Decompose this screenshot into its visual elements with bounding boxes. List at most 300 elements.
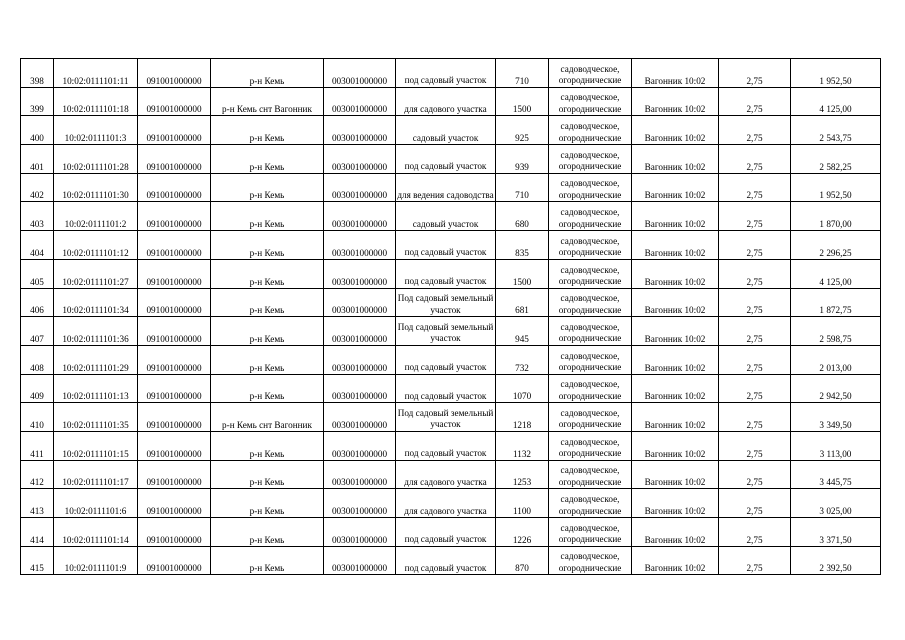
- okato-cell: [138, 431, 211, 460]
- row-number-cell: [21, 145, 54, 174]
- row-number-cell: [21, 403, 54, 432]
- address-cell: [211, 145, 324, 174]
- cell-text-n: 414: [30, 534, 44, 545]
- cell-text-cad: 10:02:0111101:3: [64, 133, 127, 144]
- zone-cell: [632, 374, 719, 403]
- cadastral-value-cell: [791, 202, 881, 231]
- cell-text-n: 407: [30, 333, 44, 344]
- area-cell: [496, 518, 549, 547]
- cell-text-use: садоводческое, огороднические: [558, 321, 622, 344]
- table-row: [21, 202, 881, 231]
- cell-text-addr: р-н Кемь: [249, 305, 285, 316]
- category-code-cell: [324, 374, 396, 403]
- cell-text-cad: 10:02:0111101:36: [62, 333, 129, 344]
- row-number-cell: [21, 345, 54, 374]
- cell-text-value: 1 952,50: [819, 75, 852, 86]
- cell-text-coef: 2,75: [746, 362, 763, 373]
- cell-text-addr: р-н Кемь: [249, 75, 285, 86]
- address-cell: [211, 288, 324, 317]
- category-code-cell: [324, 288, 396, 317]
- cell-text-cad: 10:02:0111101:12: [62, 247, 129, 258]
- cell-text-zone: Вагонник 10:02: [644, 276, 706, 287]
- table-row: [21, 259, 881, 288]
- cadastral-value-cell: [791, 431, 881, 460]
- cell-text-area: 835: [515, 247, 529, 258]
- address-cell: [211, 202, 324, 231]
- cadastral-value-cell: [791, 87, 881, 116]
- cell-text-value: 2 296,25: [819, 247, 852, 258]
- cell-text-use: садоводческое, огороднические: [558, 264, 622, 286]
- cell-text-code: 003001000000: [331, 190, 388, 201]
- cell-text-value: 3 371,50: [819, 534, 852, 545]
- cell-text-code: 003001000000: [331, 161, 388, 172]
- zone-cell: [632, 231, 719, 260]
- zone-cell: [632, 345, 719, 374]
- row-number-cell: [21, 231, 54, 260]
- area-cell: [496, 431, 549, 460]
- category-code-cell: [324, 202, 396, 231]
- cadastral-value-cell: [791, 489, 881, 518]
- cell-text-cad: 10:02:0111101:14: [62, 534, 129, 545]
- cell-text-use: садоводческое, огороднические: [558, 551, 622, 573]
- zone-cell: [632, 202, 719, 231]
- cell-text-code: 003001000000: [331, 75, 388, 86]
- okato-cell: [138, 202, 211, 231]
- coefficient-cell: [719, 259, 791, 288]
- cell-text-code: 003001000000: [331, 247, 388, 258]
- cell-text-use: садоводческое, огороднические: [558, 92, 622, 114]
- table-row: [21, 374, 881, 403]
- cell-text-coef: 2,75: [746, 391, 763, 402]
- cell-text-area: 680: [515, 219, 529, 230]
- cell-text-area: 1253: [512, 477, 532, 488]
- cell-text-cad: 10:02:0111101:30: [62, 190, 129, 201]
- cadastral-value-cell: [791, 374, 881, 403]
- cadastral-number-cell: [54, 489, 138, 518]
- zone-cell: [632, 403, 719, 432]
- table-row: [21, 231, 881, 260]
- address-cell: [211, 489, 324, 518]
- land-use-cell: [549, 202, 632, 231]
- cadastral-number-cell: [54, 202, 138, 231]
- address-cell: [211, 460, 324, 489]
- cadastral-value-cell: [791, 546, 881, 575]
- cell-text-addr: р-н Кемь: [249, 190, 285, 201]
- cell-text-value: 3 445,75: [819, 477, 852, 488]
- area-cell: [496, 202, 549, 231]
- cell-text-zone: Вагонник 10:02: [644, 448, 706, 459]
- address-cell: [211, 231, 324, 260]
- zone-cell: [632, 173, 719, 202]
- address-cell: [211, 259, 324, 288]
- cell-text-purpose: для садового участка: [404, 476, 487, 487]
- cell-text-area: 681: [515, 305, 529, 316]
- cell-text-zone: Вагонник 10:02: [644, 506, 706, 516]
- row-number-cell: [21, 460, 54, 489]
- cell-text-zone: Вагонник 10:02: [644, 391, 706, 402]
- cadastral-number-cell: [54, 259, 138, 288]
- area-cell: [496, 345, 549, 374]
- cadastral-number-cell: [54, 345, 138, 374]
- purpose-cell: [396, 202, 496, 231]
- category-code-cell: [324, 259, 396, 288]
- purpose-cell: [396, 173, 496, 202]
- okato-cell: [138, 288, 211, 317]
- land-use-cell: [549, 518, 632, 547]
- okato-cell: [138, 173, 211, 202]
- address-cell: [211, 345, 324, 374]
- address-cell: [211, 431, 324, 460]
- cell-text-n: 403: [30, 219, 44, 230]
- cell-text-purpose: под садовый участок: [404, 362, 487, 373]
- cell-text-zone: Вагонник 10:02: [644, 477, 706, 488]
- cadastral-number-cell: [54, 518, 138, 547]
- cell-text-zone: Вагонник 10:02: [644, 219, 706, 230]
- cell-text-purpose: для садового участка: [404, 103, 487, 114]
- table-row: [21, 431, 881, 460]
- area-cell: [496, 288, 549, 317]
- cell-text-coef: 2,75: [746, 133, 763, 144]
- cell-text-purpose: для ведения садоводства: [397, 189, 494, 200]
- cell-text-code: 003001000000: [331, 305, 388, 316]
- cell-text-area: 945: [515, 333, 529, 344]
- table-row: [21, 489, 881, 518]
- purpose-cell: [396, 489, 496, 518]
- cell-text-area: 870: [515, 563, 529, 574]
- category-code-cell: [324, 59, 396, 88]
- purpose-cell: [396, 116, 496, 145]
- cell-text-purpose: под садовый участок: [404, 562, 487, 573]
- row-number-cell: [21, 59, 54, 88]
- row-number-cell: [21, 288, 54, 317]
- cell-text-okato: 091001000000: [146, 133, 202, 144]
- category-code-cell: [324, 317, 396, 346]
- cell-text-code: 003001000000: [331, 563, 388, 574]
- table-row: [21, 460, 881, 489]
- cell-text-addr: р-н Кемь: [249, 506, 285, 516]
- land-use-cell: [549, 431, 632, 460]
- category-code-cell: [324, 345, 396, 374]
- row-number-cell: [21, 431, 54, 460]
- row-number-cell: [21, 374, 54, 403]
- cell-text-addr: р-н Кемь: [249, 276, 285, 287]
- cell-text-cad: 10:02:0111101:29: [62, 362, 129, 373]
- cell-text-coef: 2,75: [746, 534, 763, 545]
- area-cell: [496, 87, 549, 116]
- land-use-cell: [549, 345, 632, 374]
- coefficient-cell: [719, 288, 791, 317]
- okato-cell: [138, 460, 211, 489]
- cell-text-value: 4 125,00: [819, 104, 852, 115]
- cadastral-number-cell: [54, 288, 138, 317]
- cell-text-okato: 091001000000: [146, 563, 202, 574]
- cell-text-n: 413: [30, 506, 44, 516]
- okato-cell: [138, 518, 211, 547]
- cadastral-number-cell: [54, 374, 138, 403]
- cell-text-value: 3 349,50: [819, 419, 852, 430]
- cell-text-okato: 091001000000: [146, 276, 202, 287]
- coefficient-cell: [719, 145, 791, 174]
- cell-text-n: 409: [30, 391, 44, 402]
- cell-text-use: садоводческое, огороднические: [558, 494, 622, 516]
- cell-text-code: 003001000000: [331, 477, 388, 488]
- cell-text-coef: 2,75: [746, 563, 763, 574]
- cell-text-area: 710: [515, 190, 529, 201]
- table-row: [21, 403, 881, 432]
- cadastral-number-cell: [54, 59, 138, 88]
- okato-cell: [138, 345, 211, 374]
- cell-text-n: 401: [30, 161, 44, 172]
- purpose-cell: [396, 87, 496, 116]
- cell-text-code: 003001000000: [331, 276, 388, 287]
- row-number-cell: [21, 518, 54, 547]
- land-use-cell: [549, 87, 632, 116]
- cell-text-code: 003001000000: [331, 534, 388, 545]
- coefficient-cell: [719, 202, 791, 231]
- cell-text-coef: 2,75: [746, 448, 763, 459]
- cell-text-zone: Вагонник 10:02: [644, 104, 706, 115]
- table-row: [21, 87, 881, 116]
- category-code-cell: [324, 173, 396, 202]
- okato-cell: [138, 231, 211, 260]
- cell-text-code: 003001000000: [331, 133, 388, 144]
- row-number-cell: [21, 489, 54, 518]
- cell-text-okato: 091001000000: [146, 391, 202, 402]
- cadastral-number-cell: [54, 173, 138, 202]
- table-row: [21, 288, 881, 317]
- purpose-cell: [396, 288, 496, 317]
- land-use-cell: [549, 489, 632, 518]
- cadastral-number-cell: [54, 317, 138, 346]
- cell-text-zone: Вагонник 10:02: [644, 333, 706, 344]
- cadastral-value-cell: [791, 317, 881, 346]
- area-cell: [496, 546, 549, 575]
- coefficient-cell: [719, 231, 791, 260]
- zone-cell: [632, 489, 719, 518]
- cell-text-coef: 2,75: [746, 276, 763, 287]
- land-use-cell: [549, 59, 632, 88]
- table-row: [21, 145, 881, 174]
- area-cell: [496, 145, 549, 174]
- area-cell: [496, 231, 549, 260]
- cell-text-zone: Вагонник 10:02: [644, 534, 706, 545]
- cell-text-n: 411: [30, 448, 44, 459]
- purpose-cell: [396, 59, 496, 88]
- cell-text-purpose: под садовый участок: [404, 534, 487, 545]
- cell-text-area: 939: [515, 161, 529, 172]
- cadastral-number-cell: [54, 460, 138, 489]
- cell-text-value: 2 543,75: [819, 133, 852, 144]
- address-cell: [211, 518, 324, 547]
- cell-text-addr: р-н Кемь: [249, 161, 285, 172]
- area-cell: [496, 173, 549, 202]
- row-number-cell: [21, 87, 54, 116]
- address-cell: [211, 59, 324, 88]
- cell-text-cad: 10:02:0111101:11: [62, 75, 129, 86]
- zone-cell: [632, 546, 719, 575]
- cell-text-purpose: садовый участок: [412, 218, 479, 229]
- cell-text-addr: р-н Кемь: [249, 219, 285, 230]
- land-use-cell: [549, 231, 632, 260]
- cell-text-cad: 10:02:0111101:2: [64, 219, 127, 230]
- cell-text-value: 3 113,00: [819, 448, 852, 459]
- cell-text-purpose: Под садовый земельный участок: [397, 407, 494, 430]
- cadastral-value-cell: [791, 403, 881, 432]
- cadastral-value-cell: [791, 345, 881, 374]
- purpose-cell: [396, 403, 496, 432]
- cell-text-purpose: под садовый участок: [404, 276, 487, 286]
- cadastral-value-cell: [791, 116, 881, 145]
- cell-text-use: садоводческое, огороднические: [558, 350, 622, 373]
- land-use-cell: [549, 145, 632, 174]
- cell-text-cad: 10:02:0111101:13: [62, 391, 129, 402]
- cadastral-value-cell: [791, 231, 881, 260]
- cell-text-okato: 091001000000: [146, 75, 202, 86]
- land-use-cell: [549, 116, 632, 145]
- cell-text-cad: 10:02:0111101:35: [62, 419, 129, 430]
- cell-text-purpose: под садовый участок: [404, 247, 487, 258]
- cell-text-zone: Вагонник 10:02: [644, 362, 706, 373]
- area-cell: [496, 259, 549, 288]
- purpose-cell: [396, 317, 496, 346]
- coefficient-cell: [719, 460, 791, 489]
- cell-text-cad: 10:02:0111101:9: [64, 563, 127, 574]
- address-cell: [211, 173, 324, 202]
- cell-text-zone: Вагонник 10:02: [644, 133, 706, 144]
- cell-text-okato: 091001000000: [146, 448, 202, 459]
- cell-text-coef: 2,75: [746, 219, 763, 230]
- purpose-cell: [396, 231, 496, 260]
- cadastral-number-cell: [54, 116, 138, 145]
- coefficient-cell: [719, 345, 791, 374]
- cell-text-area: 925: [515, 133, 529, 144]
- cell-text-addr: р-н Кемь: [249, 133, 285, 144]
- cell-text-use: садоводческое, огороднические: [558, 178, 622, 200]
- category-code-cell: [324, 403, 396, 432]
- cell-text-value: 1 872,75: [819, 305, 852, 316]
- purpose-cell: [396, 259, 496, 288]
- zone-cell: [632, 145, 719, 174]
- zone-cell: [632, 259, 719, 288]
- cadastral-value-cell: [791, 518, 881, 547]
- cell-text-coef: 2,75: [746, 333, 763, 344]
- category-code-cell: [324, 231, 396, 260]
- area-cell: [496, 116, 549, 145]
- cadastral-number-cell: [54, 431, 138, 460]
- cell-text-area: 1226: [512, 534, 532, 545]
- cell-text-n: 415: [30, 563, 44, 574]
- table-row: [21, 345, 881, 374]
- area-cell: [496, 460, 549, 489]
- zone-cell: [632, 431, 719, 460]
- cell-text-zone: Вагонник 10:02: [644, 247, 706, 258]
- category-code-cell: [324, 87, 396, 116]
- cell-text-addr: р-н Кемь: [249, 247, 285, 258]
- cell-text-n: 406: [30, 305, 44, 316]
- coefficient-cell: [719, 116, 791, 145]
- land-use-cell: [549, 259, 632, 288]
- cell-text-purpose: Под садовый земельный участок: [397, 321, 494, 344]
- table-row: [21, 518, 881, 547]
- cell-text-use: садоводческое, огороднические: [558, 379, 622, 401]
- purpose-cell: [396, 345, 496, 374]
- cell-text-coef: 2,75: [746, 477, 763, 488]
- cell-text-zone: Вагонник 10:02: [644, 563, 706, 574]
- cadastral-number-cell: [54, 87, 138, 116]
- purpose-cell: [396, 374, 496, 403]
- cadastral-value-table: [20, 58, 881, 575]
- cell-text-area: 1132: [512, 448, 532, 459]
- cadastral-value-cell: [791, 460, 881, 489]
- cell-text-addr: р-н Кемь снт Вагонник: [222, 419, 312, 430]
- cell-text-cad: 10:02:0111101:17: [62, 477, 129, 488]
- coefficient-cell: [719, 87, 791, 116]
- coefficient-cell: [719, 59, 791, 88]
- land-use-cell: [549, 374, 632, 403]
- cell-text-n: 410: [30, 419, 44, 430]
- table-row: [21, 546, 881, 575]
- purpose-cell: [396, 546, 496, 575]
- okato-cell: [138, 87, 211, 116]
- address-cell: [211, 403, 324, 432]
- coefficient-cell: [719, 173, 791, 202]
- address-cell: [211, 87, 324, 116]
- row-number-cell: [21, 116, 54, 145]
- table-body: [21, 59, 881, 575]
- cell-text-okato: 091001000000: [146, 190, 202, 201]
- okato-cell: [138, 489, 211, 518]
- zone-cell: [632, 518, 719, 547]
- cell-text-value: 1 870,00: [819, 219, 852, 230]
- cell-text-use: садоводческое, огороднические: [558, 436, 622, 459]
- cell-text-zone: Вагонник 10:02: [644, 75, 706, 86]
- coefficient-cell: [719, 431, 791, 460]
- purpose-cell: [396, 431, 496, 460]
- category-code-cell: [324, 489, 396, 518]
- cadastral-value-cell: [791, 145, 881, 174]
- cell-text-zone: Вагонник 10:02: [644, 190, 706, 201]
- cell-text-zone: Вагонник 10:02: [644, 419, 706, 430]
- cell-text-code: 003001000000: [331, 448, 388, 459]
- cell-text-addr: р-н Кемь: [249, 362, 285, 373]
- cell-text-code: 003001000000: [331, 333, 388, 344]
- cadastral-value-cell: [791, 259, 881, 288]
- purpose-cell: [396, 460, 496, 489]
- cell-text-okato: 091001000000: [146, 161, 202, 172]
- cadastral-value-cell: [791, 59, 881, 88]
- cell-text-coef: 2,75: [746, 506, 763, 516]
- okato-cell: [138, 374, 211, 403]
- cell-text-use: садоводческое, огороднические: [558, 207, 622, 229]
- cell-text-n: 408: [30, 362, 44, 373]
- coefficient-cell: [719, 403, 791, 432]
- cell-text-n: 405: [30, 276, 44, 287]
- cell-text-addr: р-н Кемь: [249, 563, 285, 574]
- cell-text-area: 1070: [512, 391, 532, 402]
- row-number-cell: [21, 546, 54, 575]
- cell-text-addr: р-н Кемь: [249, 448, 285, 459]
- address-cell: [211, 374, 324, 403]
- cadastral-number-cell: [54, 145, 138, 174]
- cell-text-okato: 091001000000: [146, 333, 202, 344]
- cell-text-cad: 10:02:0111101:34: [62, 305, 129, 316]
- cell-text-n: 399: [30, 104, 44, 115]
- okato-cell: [138, 403, 211, 432]
- address-cell: [211, 546, 324, 575]
- cell-text-coef: 2,75: [746, 104, 763, 115]
- category-code-cell: [324, 518, 396, 547]
- cell-text-area: 1218: [512, 419, 532, 430]
